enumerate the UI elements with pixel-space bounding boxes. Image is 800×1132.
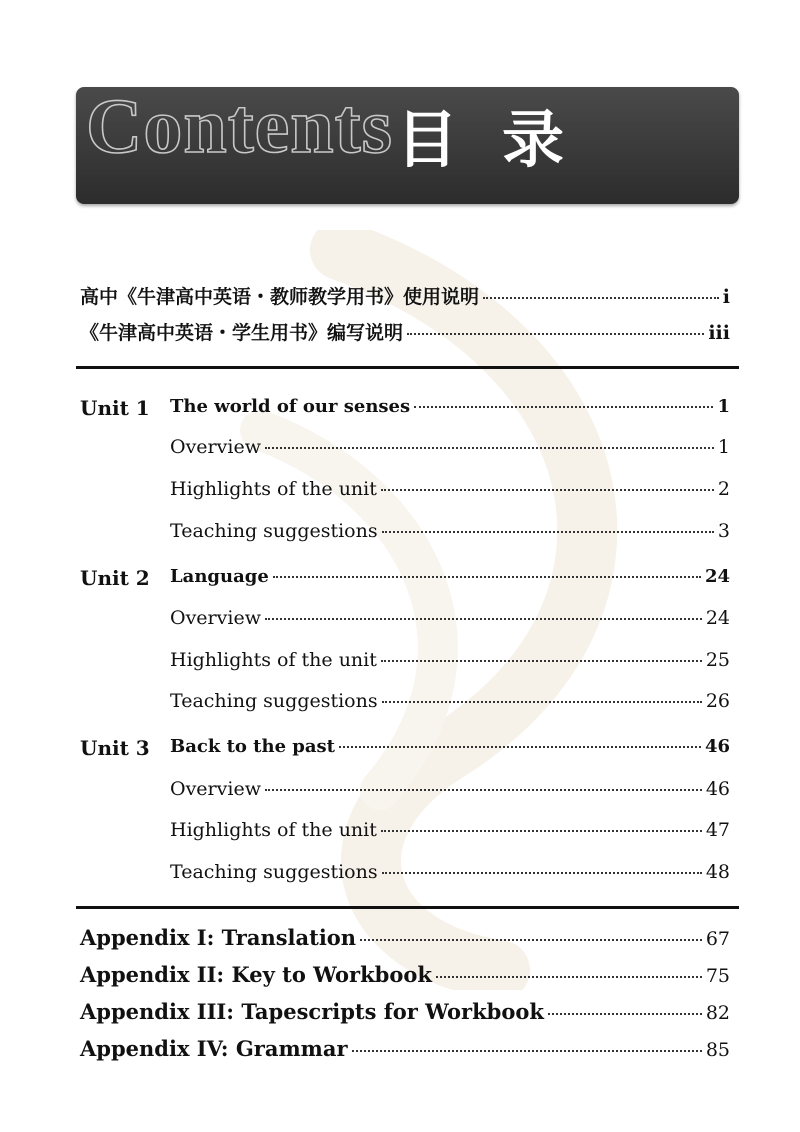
toc-entry-unit-3[interactable]: [170, 736, 730, 757]
dot-leader: [352, 1050, 702, 1052]
toc-page-number: 67: [705, 928, 730, 950]
dot-leader: [548, 1013, 702, 1015]
dot-leader: [381, 660, 702, 662]
contents-title-english: Contents: [86, 87, 394, 169]
toc-entry-unit-1-overview[interactable]: [170, 436, 730, 458]
contents-title-chinese: 目录: [396, 103, 609, 176]
dot-leader: [414, 406, 713, 408]
toc-page-number: 26: [705, 690, 730, 712]
toc-page-number: 24: [705, 607, 730, 629]
toc-page-number: 47: [705, 819, 730, 841]
toc-entry-unit-3-highlights[interactable]: [170, 819, 730, 841]
dot-leader: [265, 447, 714, 449]
toc-entry-unit-1-highlights[interactable]: [170, 478, 730, 500]
toc-entry-label: Highlights of the unit: [170, 478, 377, 500]
dot-leader: [381, 830, 702, 832]
toc-page-number: 1: [717, 396, 730, 417]
toc-entry-appendix-4[interactable]: [80, 1036, 730, 1061]
toc-entry-unit-2-overview[interactable]: [170, 607, 730, 629]
toc-page-number: 48: [705, 861, 730, 883]
section-divider: [76, 906, 739, 909]
dot-leader: [382, 531, 714, 533]
toc-entry-unit-2-teaching[interactable]: [170, 690, 730, 712]
toc-entry-unit-1[interactable]: [170, 396, 730, 417]
toc-page-number: 3: [717, 520, 730, 542]
toc-entry-label: Teaching suggestions: [170, 861, 378, 883]
toc-page-number: iii: [708, 322, 730, 344]
toc-entry-label: Overview: [170, 607, 261, 629]
toc-entry-unit-3-teaching[interactable]: [170, 861, 730, 883]
toc-entry-label: Teaching suggestions: [170, 520, 378, 542]
section-divider: [76, 366, 739, 369]
toc-entry-label: Language: [170, 566, 269, 587]
toc-entry-label: Back to the past: [170, 736, 335, 757]
toc-entry-label: Appendix I: Translation: [80, 925, 357, 950]
dot-leader: [382, 872, 702, 874]
toc-entry-label: Appendix III: Tapescripts for Workbook: [80, 999, 544, 1024]
toc-page-number: i: [722, 286, 730, 308]
toc-entry-label: Teaching suggestions: [170, 690, 378, 712]
toc-entry-appendix-1[interactable]: [80, 925, 730, 950]
toc-entry-label: Highlights of the unit: [170, 649, 377, 671]
toc-entry-unit-3-overview[interactable]: [170, 778, 730, 800]
dot-leader: [382, 701, 702, 703]
unit-label: Unit 2: [80, 566, 150, 590]
unit-label: Unit 3: [80, 736, 150, 760]
toc-entry-label: Overview: [170, 436, 261, 458]
unit-label: Unit 1: [80, 396, 150, 420]
toc-entry-label: 《牛津高中英语・学生用书》编写说明: [80, 322, 404, 344]
toc-page-number: 2: [717, 478, 730, 500]
dot-leader: [273, 576, 701, 578]
toc-entry-label: Overview: [170, 778, 261, 800]
toc-entry-appendix-3[interactable]: [80, 999, 730, 1024]
toc-entry-unit-2-highlights[interactable]: [170, 649, 730, 671]
toc-entry-label: The world of our senses: [170, 396, 411, 417]
toc-page-number: 85: [705, 1039, 730, 1061]
toc-entry-label: Highlights of the unit: [170, 819, 377, 841]
dot-leader: [339, 746, 701, 748]
toc-entry-teacher-guide-notes[interactable]: [80, 282, 730, 309]
toc-entry-label: 高中《牛津高中英语・教师教学用书》使用说明: [80, 286, 480, 308]
toc-entry-student-book-notes[interactable]: [80, 318, 730, 345]
toc-page-number: 1: [717, 436, 730, 458]
toc-page-number: 46: [705, 778, 730, 800]
toc-entry-unit-2[interactable]: [170, 566, 730, 587]
dot-leader: [381, 489, 714, 491]
toc-entry-label: Appendix IV: Grammar: [80, 1036, 348, 1061]
dot-leader: [436, 976, 702, 978]
contents-header-banner: [76, 87, 739, 204]
dot-leader: [265, 789, 702, 791]
toc-entry-unit-1-teaching[interactable]: [170, 520, 730, 542]
dot-leader: [407, 333, 704, 335]
toc-page-number: 24: [704, 566, 730, 587]
toc-page-number: 46: [704, 736, 730, 757]
toc-entry-appendix-2[interactable]: [80, 962, 730, 987]
dot-leader: [483, 297, 719, 299]
toc-page-number: 75: [705, 965, 730, 987]
toc-entry-label: Appendix II: Key to Workbook: [80, 962, 432, 987]
dot-leader: [265, 618, 702, 620]
toc-page-number: 82: [705, 1002, 730, 1024]
toc-page-number: 25: [705, 649, 730, 671]
dot-leader: [360, 939, 702, 941]
